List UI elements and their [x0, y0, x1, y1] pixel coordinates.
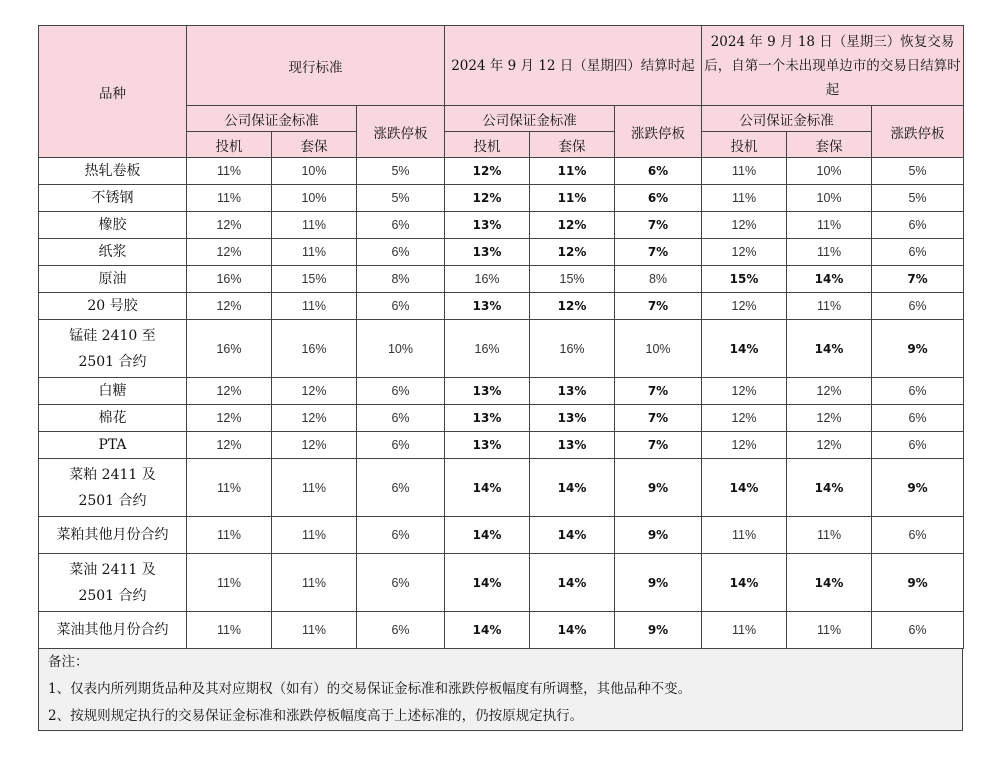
- variety-name: 菜粕其他月份合约: [39, 517, 187, 554]
- current-hedge-cell: 11%: [272, 517, 357, 554]
- sep12-spec-cell: 14%: [445, 517, 530, 554]
- current-spec-cell: 12%: [187, 293, 272, 320]
- variety-header: 品种: [39, 26, 187, 158]
- sep18-hedge-cell: 12%: [787, 378, 872, 405]
- table-row: [39, 185, 964, 212]
- current-standard-header: 现行标准: [187, 26, 445, 106]
- current-limit-cell: 8%: [357, 266, 445, 293]
- sep12-hedge-header: 套保: [530, 132, 615, 158]
- current-limit-cell: 6%: [357, 432, 445, 459]
- sep12-limit-cell: 7%: [615, 293, 702, 320]
- sep18-hedge-cell: 10%: [787, 158, 872, 185]
- sep12-spec-cell: 13%: [445, 432, 530, 459]
- sep18-header: 2024 年 9 月 18 日（星期三）恢复交易后，自第一个未出现单边市的交易日结算时起: [702, 26, 964, 106]
- sep18-spec-cell: 11%: [702, 612, 787, 649]
- sep12-limit-header: 涨跌停板: [615, 106, 702, 158]
- current-hedge-cell: 10%: [272, 158, 357, 185]
- current-hedge-cell: 11%: [272, 612, 357, 649]
- sep12-limit-cell: 6%: [615, 158, 702, 185]
- current-limit-cell: 6%: [357, 459, 445, 517]
- current-hedge-cell: 12%: [272, 432, 357, 459]
- sep12-limit-cell: 8%: [615, 266, 702, 293]
- current-limit-cell: 6%: [357, 612, 445, 649]
- current-hedge-cell: 15%: [272, 266, 357, 293]
- variety-name: 20 号胶: [39, 293, 187, 320]
- current-spec-cell: 12%: [187, 405, 272, 432]
- table-row: [39, 459, 964, 517]
- table-row: [39, 612, 964, 649]
- sep18-spec-cell: 12%: [702, 378, 787, 405]
- sep12-hedge-cell: 11%: [530, 158, 615, 185]
- sep12-hedge-cell: 16%: [530, 320, 615, 378]
- note-line-2: 2、按规则规定执行的交易保证金标准和涨跌停板幅度高于上述标准的，仍按原规定执行。: [48, 708, 584, 724]
- sep18-hedge-cell: 14%: [787, 554, 872, 612]
- sep18-hedge-cell: 11%: [787, 612, 872, 649]
- sep12-limit-cell: 9%: [615, 517, 702, 554]
- table-row: [39, 554, 964, 612]
- sep18-limit-cell: 6%: [872, 378, 964, 405]
- sep12-hedge-cell: 13%: [530, 432, 615, 459]
- current-hedge-cell: 11%: [272, 293, 357, 320]
- sep12-spec-cell: 13%: [445, 405, 530, 432]
- sep12-spec-cell: 14%: [445, 554, 530, 612]
- sep12-hedge-cell: 14%: [530, 554, 615, 612]
- sep18-spec-cell: 12%: [702, 212, 787, 239]
- variety-name: 原油: [39, 266, 187, 293]
- sep12-margin-header: 公司保证金标准: [445, 106, 615, 132]
- table-row: [39, 158, 964, 185]
- variety-name: 菜油 2411 及 2501 合约: [39, 554, 187, 612]
- current-hedge-cell: 11%: [272, 554, 357, 612]
- sep18-spec-cell: 14%: [702, 554, 787, 612]
- sep18-limit-cell: 6%: [872, 612, 964, 649]
- sep12-hedge-cell: 11%: [530, 185, 615, 212]
- sep18-hedge-header: 套保: [787, 132, 872, 158]
- current-spec-cell: 11%: [187, 459, 272, 517]
- table-row: [39, 432, 964, 459]
- sep18-hedge-cell: 11%: [787, 293, 872, 320]
- sep12-limit-cell: 7%: [615, 405, 702, 432]
- table-row: [39, 266, 964, 293]
- sep18-limit-cell: 6%: [872, 212, 964, 239]
- current-limit-cell: 6%: [357, 554, 445, 612]
- sep12-spec-cell: 13%: [445, 212, 530, 239]
- sep18-hedge-cell: 12%: [787, 432, 872, 459]
- current-spec-cell: 12%: [187, 212, 272, 239]
- current-limit-cell: 6%: [357, 239, 445, 266]
- sep12-hedge-cell: 14%: [530, 459, 615, 517]
- current-spec-cell: 16%: [187, 266, 272, 293]
- current-hedge-cell: 12%: [272, 405, 357, 432]
- current-spec-cell: 11%: [187, 185, 272, 212]
- sep18-hedge-cell: 14%: [787, 320, 872, 378]
- table-row: [39, 293, 964, 320]
- sep12-hedge-cell: 14%: [530, 612, 615, 649]
- margin-table: [38, 25, 964, 649]
- variety-name: 锰硅 2410 至 2501 合约: [39, 320, 187, 378]
- current-hedge-cell: 11%: [272, 212, 357, 239]
- current-limit-cell: 6%: [357, 517, 445, 554]
- current-limit-cell: 10%: [357, 320, 445, 378]
- sep18-spec-cell: 12%: [702, 432, 787, 459]
- current-limit-cell: 6%: [357, 405, 445, 432]
- table-row: [39, 378, 964, 405]
- current-limit-cell: 5%: [357, 185, 445, 212]
- current-margin-header: 公司保证金标准: [187, 106, 357, 132]
- variety-name: 白糖: [39, 378, 187, 405]
- table-row: [39, 239, 964, 266]
- current-limit-cell: 5%: [357, 158, 445, 185]
- current-spec-cell: 12%: [187, 378, 272, 405]
- sep12-limit-cell: 9%: [615, 612, 702, 649]
- sep18-limit-cell: 9%: [872, 459, 964, 517]
- current-limit-cell: 6%: [357, 212, 445, 239]
- current-spec-cell: 11%: [187, 158, 272, 185]
- variety-name: 菜粕 2411 及 2501 合约: [39, 459, 187, 517]
- sep18-limit-cell: 9%: [872, 554, 964, 612]
- sep18-limit-cell: 6%: [872, 239, 964, 266]
- sep18-limit-cell: 6%: [872, 517, 964, 554]
- sep12-spec-cell: 12%: [445, 185, 530, 212]
- current-hedge-cell: 10%: [272, 185, 357, 212]
- sep12-hedge-cell: 12%: [530, 212, 615, 239]
- sep12-header: 2024 年 9 月 12 日（星期四）结算时起: [445, 26, 702, 106]
- sep18-margin-header: 公司保证金标准: [702, 106, 872, 132]
- sep12-spec-cell: 13%: [445, 293, 530, 320]
- sep18-spec-cell: 12%: [702, 293, 787, 320]
- current-spec-header: 投机: [187, 132, 272, 158]
- sep12-limit-cell: 7%: [615, 239, 702, 266]
- current-hedge-cell: 12%: [272, 378, 357, 405]
- sep12-spec-cell: 14%: [445, 612, 530, 649]
- sep18-hedge-cell: 12%: [787, 405, 872, 432]
- sep12-limit-cell: 7%: [615, 212, 702, 239]
- variety-name: 棉花: [39, 405, 187, 432]
- sep18-spec-cell: 15%: [702, 266, 787, 293]
- sep12-hedge-cell: 15%: [530, 266, 615, 293]
- table-body: [39, 158, 964, 649]
- current-limit-header: 涨跌停板: [357, 106, 445, 158]
- current-limit-cell: 6%: [357, 293, 445, 320]
- current-limit-cell: 6%: [357, 378, 445, 405]
- sep18-spec-cell: 11%: [702, 517, 787, 554]
- sep12-spec-cell: 13%: [445, 378, 530, 405]
- current-spec-cell: 12%: [187, 432, 272, 459]
- sep18-limit-cell: 7%: [872, 266, 964, 293]
- variety-name: 纸浆: [39, 239, 187, 266]
- sep12-limit-cell: 7%: [615, 378, 702, 405]
- sep12-spec-cell: 14%: [445, 459, 530, 517]
- sep12-limit-cell: 9%: [615, 459, 702, 517]
- sep12-spec-cell: 13%: [445, 239, 530, 266]
- variety-name: 不锈钢: [39, 185, 187, 212]
- sep18-spec-cell: 12%: [702, 239, 787, 266]
- sep18-limit-cell: 6%: [872, 293, 964, 320]
- sep12-hedge-cell: 14%: [530, 517, 615, 554]
- note-line-1: 1、仅表内所列期货品种及其对应期权（如有）的交易保证金标准和涨跌停板幅度有所调整，其他品种不变。: [48, 681, 692, 697]
- sep12-limit-cell: 9%: [615, 554, 702, 612]
- current-hedge-cell: 11%: [272, 459, 357, 517]
- sep18-limit-cell: 9%: [872, 320, 964, 378]
- current-spec-cell: 16%: [187, 320, 272, 378]
- sep18-limit-cell: 5%: [872, 185, 964, 212]
- sep18-hedge-cell: 11%: [787, 212, 872, 239]
- current-spec-cell: 11%: [187, 517, 272, 554]
- sep12-spec-header: 投机: [445, 132, 530, 158]
- sep18-hedge-cell: 11%: [787, 517, 872, 554]
- sep18-limit-cell: 6%: [872, 405, 964, 432]
- current-spec-cell: 11%: [187, 554, 272, 612]
- sep12-limit-cell: 10%: [615, 320, 702, 378]
- sep18-hedge-cell: 14%: [787, 459, 872, 517]
- sep18-limit-cell: 6%: [872, 432, 964, 459]
- sep12-limit-cell: 7%: [615, 432, 702, 459]
- sep18-limit-cell: 5%: [872, 158, 964, 185]
- variety-name: 热轧卷板: [39, 158, 187, 185]
- sep18-hedge-cell: 10%: [787, 185, 872, 212]
- table-row: [39, 517, 964, 554]
- sep12-hedge-cell: 12%: [530, 239, 615, 266]
- margin-adjustment-document: [38, 25, 964, 731]
- table-row: [39, 212, 964, 239]
- sep18-spec-cell: 14%: [702, 459, 787, 517]
- notes-title: 备注：: [48, 654, 89, 670]
- sep18-spec-cell: 12%: [702, 405, 787, 432]
- sep18-hedge-cell: 14%: [787, 266, 872, 293]
- variety-name: 橡胶: [39, 212, 187, 239]
- current-spec-cell: 11%: [187, 612, 272, 649]
- table-row: [39, 320, 964, 378]
- sep12-spec-cell: 12%: [445, 158, 530, 185]
- sep12-limit-cell: 6%: [615, 185, 702, 212]
- sep18-spec-cell: 11%: [702, 158, 787, 185]
- sep18-limit-header: 涨跌停板: [872, 106, 964, 158]
- table-header: [39, 26, 964, 158]
- sep18-spec-header: 投机: [702, 132, 787, 158]
- sep12-hedge-cell: 13%: [530, 378, 615, 405]
- variety-name: PTA: [39, 432, 187, 459]
- sep18-hedge-cell: 11%: [787, 239, 872, 266]
- variety-name: 菜油其他月份合约: [39, 612, 187, 649]
- notes-box: [38, 649, 963, 731]
- sep18-spec-cell: 11%: [702, 185, 787, 212]
- current-hedge-header: 套保: [272, 132, 357, 158]
- sep12-hedge-cell: 13%: [530, 405, 615, 432]
- sep12-spec-cell: 16%: [445, 266, 530, 293]
- sep12-spec-cell: 16%: [445, 320, 530, 378]
- current-spec-cell: 12%: [187, 239, 272, 266]
- current-hedge-cell: 11%: [272, 239, 357, 266]
- current-hedge-cell: 16%: [272, 320, 357, 378]
- table-row: [39, 405, 964, 432]
- sep18-spec-cell: 14%: [702, 320, 787, 378]
- sep12-hedge-cell: 12%: [530, 293, 615, 320]
